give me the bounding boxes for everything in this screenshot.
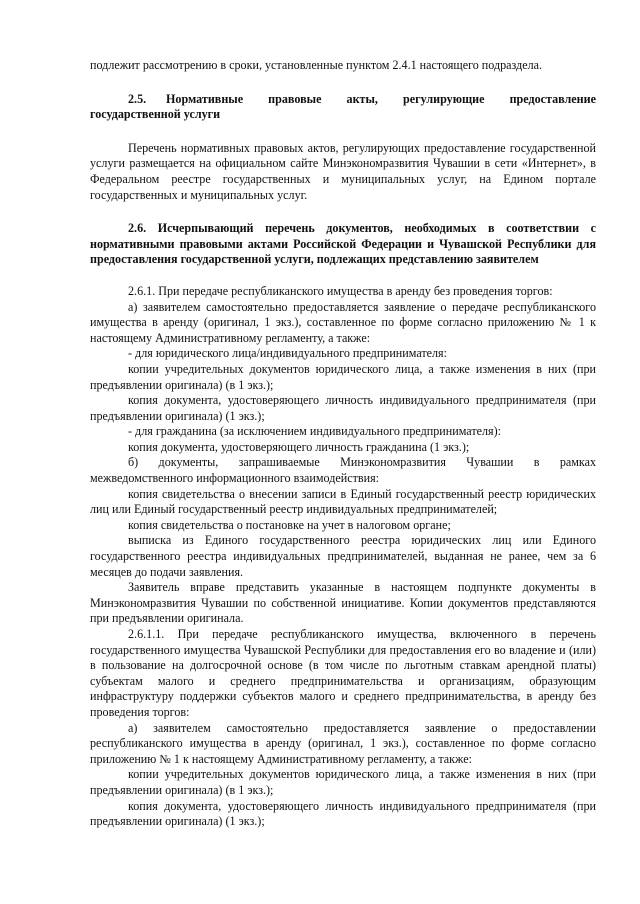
section-number: 2.5. — [128, 91, 147, 106]
paragraph: 2.6.1.1. При передаче республиканского имущества, включенного в перечень государственного имущества Чувашской Республики для предоставления его во владение и (или) в пользование на долгосрочной основе (в том числе по льготным ставкам арендной платы) субъектам малого и среднего предпринимательства и организациям, образующим инфраструктуру поддержки субъектов малого и среднего предпринимательства, в аренду без проведения торгов: — [90, 627, 596, 719]
paragraph-2-5: Перечень нормативных правовых актов, регулирующих предоставление государственной услуги размещается на официальном сайте Минэкономразвития Чувашии в сети «Интернет», в Федеральном реестре государственных и муниципальных услуг, на Едином портале государственных и муниципальных услуг. — [90, 140, 596, 202]
paragraph: - для гражданина (за исключением индивидуального предпринимателя): — [128, 424, 501, 439]
paragraph: - для юридического лица/индивидуального предпринимателя: — [128, 346, 447, 361]
heading-word: правовые — [268, 91, 322, 106]
paragraph: копия документа, удостоверяющего личность гражданина (1 экз.); — [128, 439, 470, 454]
section-heading-line — [166, 92, 596, 108]
paragraph-continuation: подлежит рассмотрению в сроки, установленные пунктом 2.4.1 настоящего подраздела. — [90, 58, 543, 72]
document-page — [90, 58, 596, 830]
paragraph: выписка из Единого государственного реестра юридических лиц или Единого государственного реестра индивидуальных предпринимателей, выданная не ранее, чем за 6 месяцев до подачи заявления. — [90, 533, 596, 579]
heading-word: акты, — [346, 91, 378, 106]
paragraph: копии учредительных документов юридического лица, а также изменения в них (при предъявлении оригинала) (в 1 экз.); — [90, 361, 596, 392]
heading-word: регулирующие — [403, 91, 485, 106]
section-heading-2-5-line2: государственной услуги — [90, 107, 221, 122]
paragraph: копия документа, удостоверяющего личность индивидуального предпринимателя (при предъявлении оригинала) (1 экз.); — [90, 798, 596, 829]
section-heading-2-5 — [90, 92, 596, 108]
section-2-6-body — [90, 284, 596, 830]
paragraph: б) документы, запрашиваемые Минэкономразвития Чувашии в рамках межведомственного информационного взаимодействия: — [90, 455, 596, 486]
heading-word: предоставление — [509, 91, 596, 106]
paragraph: копия документа, удостоверяющего личность индивидуального предпринимателя (при предъявлении оригинала) (1 экз.); — [90, 393, 596, 423]
paragraph: копия свидетельства о постановке на учет в налоговом органе; — [128, 517, 451, 532]
paragraph: копия свидетельства о внесении записи в Единый государственный реестр юридических лиц или Единый государственный реестр индивидуальных предпринимателей; — [90, 486, 596, 517]
paragraph: копии учредительных документов юридического лица, а также изменения в них (при предъявлении оригинала) (в 1 экз.); — [90, 767, 596, 797]
heading-word: Нормативные — [166, 91, 244, 106]
paragraph: а) заявителем самостоятельно предоставляется заявление о предоставлении республиканского имущества в аренду (оригинал, 1 экз.), составленное по форме согласно приложению № 1 к настоящему Административному регламенту, а также: — [90, 720, 596, 766]
paragraph: 2.6.1. При передаче республиканского имущества в аренду без проведения торгов: — [128, 283, 553, 298]
section-heading-2-6: 2.6. Исчерпывающий перечень документов, необходимых в соответствии с нормативными правовыми актами Российской Федерации и Чувашской Республики для предоставления государственной услуги, подлежащих представлению заявителем — [90, 221, 596, 267]
paragraph: Заявитель вправе представить указанные в настоящем подпункте документы в Минэкономразвития Чувашии по собственной инициативе. Копии документов представляются при предъявлении оригинала. — [90, 580, 596, 626]
paragraph: а) заявителем самостоятельно предоставляется заявление о передаче республиканского имущества в аренду (оригинал, 1 экз.), составленное по форме согласно приложению № 1 к настоящему Административному регламенту, а также: — [90, 299, 596, 345]
